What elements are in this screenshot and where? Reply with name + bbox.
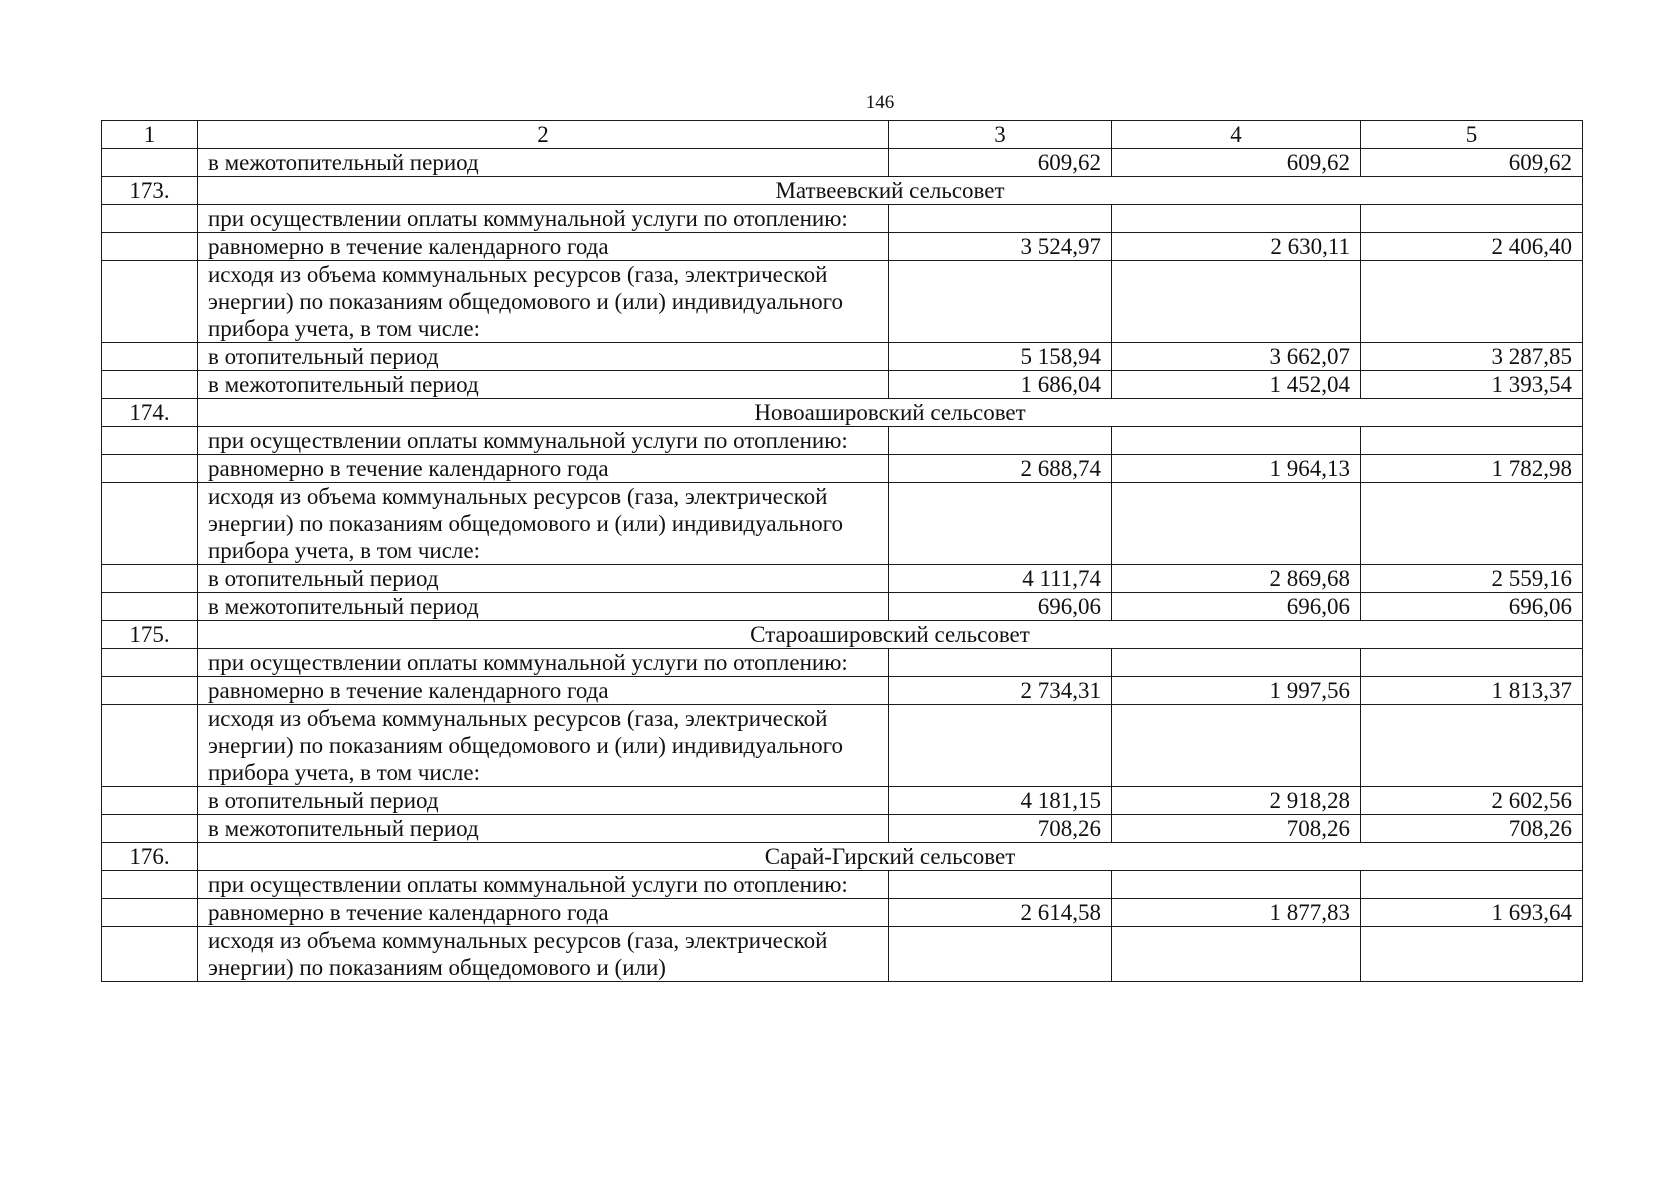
row-index	[102, 483, 198, 565]
region-name: Староашировский сельсовет	[198, 621, 1583, 649]
value-col-5: 3 287,85	[1361, 343, 1583, 371]
value-col-4: 2 630,11	[1112, 233, 1361, 261]
table-body	[102, 121, 1583, 982]
value-col-4: 2 918,28	[1112, 787, 1361, 815]
table-row	[102, 565, 1583, 593]
row-index: 174.	[102, 399, 198, 427]
value-col-5	[1361, 261, 1583, 343]
row-description: исходя из объема коммунальных ресурсов (газа, электрической энергии) по показаниям общедомового и (или) индивидуального прибора учета, в том числе:	[198, 261, 889, 343]
value-col-3: 2 734,31	[889, 677, 1112, 705]
value-col-5	[1361, 649, 1583, 677]
row-index	[102, 649, 198, 677]
page-number: 146	[865, 92, 895, 113]
value-col-5	[1361, 205, 1583, 233]
table-row	[102, 149, 1583, 177]
value-col-3	[889, 205, 1112, 233]
value-col-4	[1112, 261, 1361, 343]
value-col-4	[1112, 205, 1361, 233]
value-col-4	[1112, 649, 1361, 677]
value-col-4: 2 869,68	[1112, 565, 1361, 593]
table-row	[102, 427, 1583, 455]
table-row	[102, 593, 1583, 621]
row-index	[102, 871, 198, 899]
value-col-4	[1112, 927, 1361, 982]
value-col-5	[1361, 927, 1583, 982]
row-index	[102, 233, 198, 261]
value-col-3	[889, 705, 1112, 787]
value-col-3	[889, 427, 1112, 455]
row-description: при осуществлении оплаты коммунальной услуги по отоплению:	[198, 205, 889, 233]
value-col-4: 1 452,04	[1112, 371, 1361, 399]
table-header-row	[102, 121, 1583, 149]
value-col-5: 2 559,16	[1361, 565, 1583, 593]
value-col-3: 708,26	[889, 815, 1112, 843]
value-col-3	[889, 927, 1112, 982]
row-description: при осуществлении оплаты коммунальной услуги по отоплению:	[198, 649, 889, 677]
value-col-3	[889, 649, 1112, 677]
value-col-5	[1361, 483, 1583, 565]
row-index: 176.	[102, 843, 198, 871]
value-col-4: 3 662,07	[1112, 343, 1361, 371]
table-row	[102, 927, 1583, 982]
row-description: исходя из объема коммунальных ресурсов (газа, электрической энергии) по показаниям общедомового и (или)	[198, 927, 889, 982]
row-index	[102, 593, 198, 621]
value-col-4	[1112, 483, 1361, 565]
region-row	[102, 177, 1583, 205]
region-row	[102, 843, 1583, 871]
table-row	[102, 343, 1583, 371]
value-col-5: 1 693,64	[1361, 899, 1583, 927]
table-row	[102, 787, 1583, 815]
row-index	[102, 815, 198, 843]
value-col-4: 1 964,13	[1112, 455, 1361, 483]
value-col-5: 1 813,37	[1361, 677, 1583, 705]
value-col-5: 708,26	[1361, 815, 1583, 843]
row-description: в межотопительный период	[198, 593, 889, 621]
row-index	[102, 455, 198, 483]
row-index	[102, 787, 198, 815]
value-col-5	[1361, 871, 1583, 899]
value-col-5: 1 782,98	[1361, 455, 1583, 483]
value-col-4: 1 877,83	[1112, 899, 1361, 927]
value-col-3: 609,62	[889, 149, 1112, 177]
value-col-5: 2 602,56	[1361, 787, 1583, 815]
value-col-5: 609,62	[1361, 149, 1583, 177]
row-index: 173.	[102, 177, 198, 205]
value-col-5: 2 406,40	[1361, 233, 1583, 261]
value-col-3	[889, 871, 1112, 899]
header-cell-4: 4	[1112, 121, 1361, 149]
row-description: при осуществлении оплаты коммунальной услуги по отоплению:	[198, 871, 889, 899]
table-row	[102, 899, 1583, 927]
row-index	[102, 899, 198, 927]
row-index	[102, 371, 198, 399]
value-col-3	[889, 261, 1112, 343]
value-col-5: 1 393,54	[1361, 371, 1583, 399]
row-description: в отопительный период	[198, 343, 889, 371]
value-col-3	[889, 483, 1112, 565]
table-row	[102, 371, 1583, 399]
row-index	[102, 927, 198, 982]
value-col-3: 696,06	[889, 593, 1112, 621]
row-description: в межотопительный период	[198, 371, 889, 399]
row-description: равномерно в течение календарного года	[198, 455, 889, 483]
row-description: равномерно в течение календарного года	[198, 899, 889, 927]
row-description: в отопительный период	[198, 565, 889, 593]
row-index	[102, 677, 198, 705]
header-cell-3: 3	[889, 121, 1112, 149]
value-col-4	[1112, 871, 1361, 899]
row-index	[102, 565, 198, 593]
table-row	[102, 677, 1583, 705]
table-row	[102, 871, 1583, 899]
table-row	[102, 815, 1583, 843]
row-description: равномерно в течение календарного года	[198, 233, 889, 261]
table-row	[102, 261, 1583, 343]
row-index	[102, 261, 198, 343]
value-col-4: 696,06	[1112, 593, 1361, 621]
row-description: в межотопительный период	[198, 815, 889, 843]
row-description: исходя из объема коммунальных ресурсов (газа, электрической энергии) по показаниям общедомового и (или) индивидуального прибора учета, в том числе:	[198, 483, 889, 565]
table-row	[102, 705, 1583, 787]
value-col-4	[1112, 427, 1361, 455]
region-name: Матвеевский сельсовет	[198, 177, 1583, 205]
row-index	[102, 205, 198, 233]
row-description: исходя из объема коммунальных ресурсов (газа, электрической энергии) по показаниям общедомового и (или) индивидуального прибора учета, в том числе:	[198, 705, 889, 787]
value-col-3: 4 111,74	[889, 565, 1112, 593]
value-col-3: 3 524,97	[889, 233, 1112, 261]
row-index	[102, 343, 198, 371]
header-cell-5: 5	[1361, 121, 1583, 149]
value-col-4: 708,26	[1112, 815, 1361, 843]
value-col-3: 2 614,58	[889, 899, 1112, 927]
value-col-4	[1112, 705, 1361, 787]
table-row	[102, 649, 1583, 677]
value-col-3: 4 181,15	[889, 787, 1112, 815]
row-description: в межотопительный период	[198, 149, 889, 177]
value-col-5	[1361, 705, 1583, 787]
region-row	[102, 621, 1583, 649]
region-row	[102, 399, 1583, 427]
row-description: в отопительный период	[198, 787, 889, 815]
row-index	[102, 705, 198, 787]
table-row	[102, 455, 1583, 483]
table-row	[102, 233, 1583, 261]
row-index: 175.	[102, 621, 198, 649]
row-description: при осуществлении оплаты коммунальной услуги по отоплению:	[198, 427, 889, 455]
table-row	[102, 483, 1583, 565]
value-col-4: 1 997,56	[1112, 677, 1361, 705]
value-col-3: 2 688,74	[889, 455, 1112, 483]
table-row	[102, 205, 1583, 233]
header-cell-2: 2	[198, 121, 889, 149]
row-index	[102, 149, 198, 177]
value-col-3: 5 158,94	[889, 343, 1112, 371]
value-col-3: 1 686,04	[889, 371, 1112, 399]
value-col-5	[1361, 427, 1583, 455]
tariff-table	[101, 120, 1583, 982]
region-name: Новоашировский сельсовет	[198, 399, 1583, 427]
value-col-5: 696,06	[1361, 593, 1583, 621]
region-name: Сарай-Гирский сельсовет	[198, 843, 1583, 871]
header-cell-1: 1	[102, 121, 198, 149]
row-index	[102, 427, 198, 455]
value-col-4: 609,62	[1112, 149, 1361, 177]
row-description: равномерно в течение календарного года	[198, 677, 889, 705]
